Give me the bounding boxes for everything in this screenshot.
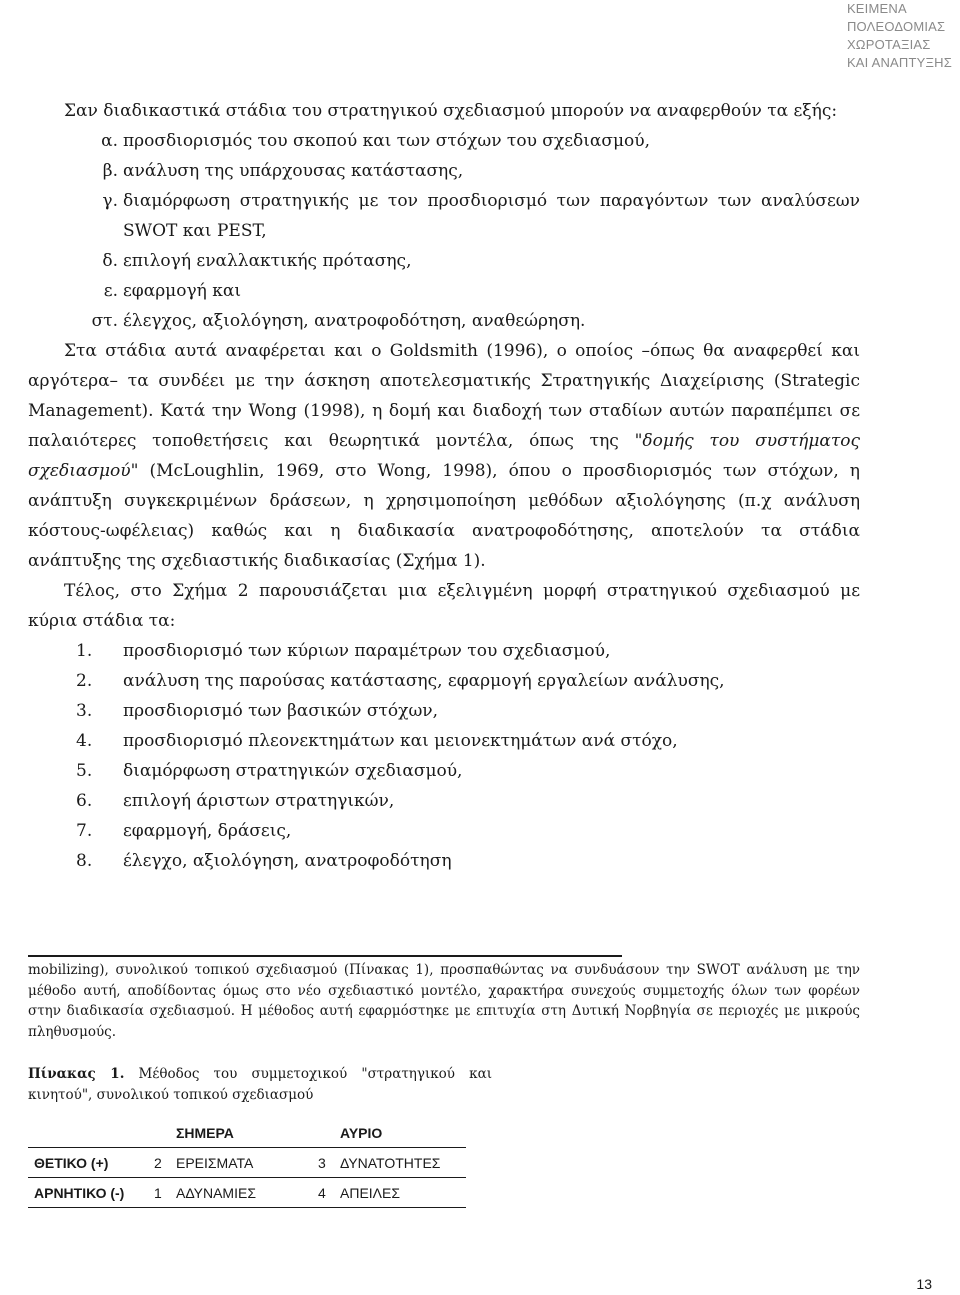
- table-row: [28, 1178, 466, 1208]
- list-item: [28, 786, 860, 816]
- list-marker: 4.: [76, 731, 93, 751]
- header-line: ΚΑΙ ΑΝΑΠΤΥΞΗΣ: [846, 55, 952, 70]
- table-header-cell: ΑΥΡΙΟ: [340, 1124, 383, 1141]
- list-item: [28, 696, 860, 726]
- list-marker: α.: [101, 131, 118, 151]
- italic-term: δομής του συστήματος σχεδιασμού: [28, 431, 861, 481]
- table-cell: ΔΥΝΑΤΟΤΗΤΕΣ: [334, 1148, 466, 1178]
- running-header: [847, 0, 952, 72]
- header-line: ΠΟΛΕΟΔΟΜΙΑΣ: [846, 19, 946, 34]
- row-label: ΘΕΤΙΚΟ (+): [28, 1148, 148, 1178]
- list-text: ανάλυση της παρούσας κατάστασης, εφαρμογή εργαλείων ανάλυσης,: [123, 671, 725, 691]
- list-item: [28, 156, 860, 186]
- list-marker: 7.: [76, 821, 93, 841]
- list-text: προσδιορισμός του σκοπού και των στόχων του σχεδιασμού,: [123, 131, 651, 151]
- stages-list: [28, 126, 860, 336]
- list-text: επιλογή άριστων στρατηγικών,: [123, 791, 395, 811]
- list-text: επιλογή εναλλακτικής πρότασης,: [123, 251, 412, 271]
- list-text: εφαρμογή, δράσεις,: [123, 821, 292, 841]
- table-cell: 4: [312, 1178, 334, 1208]
- list-marker: 8.: [76, 851, 93, 871]
- list-marker: 6.: [76, 791, 93, 811]
- table-caption-text: Μέθοδος του συμμετοχικού "στρατηγικού και κινητού", συνολικού τοπικού σχεδιασμού: [28, 1066, 492, 1103]
- list-item: [28, 666, 860, 696]
- table-caption-label: Πίνακας 1.: [28, 1066, 125, 1082]
- table-caption: [28, 1064, 492, 1106]
- table-cell: ΑΠΕΙΛΕΣ: [334, 1178, 466, 1208]
- header-line: ΧΩΡΟΤΑΞΙΑΣ: [846, 37, 931, 52]
- list-item: [28, 276, 860, 306]
- row-label: ΑΡΝΗΤΙΚΟ (-): [28, 1178, 148, 1208]
- list-marker: 1.: [76, 641, 93, 661]
- list-text: έλεγχο, αξιολόγηση, ανατροφοδότηση: [123, 851, 452, 871]
- list-text: διαμόρφωση στρατηγικής με τον προσδιορισμό των παραγόντων των αναλύσεων SWOT και PEST,: [123, 191, 860, 241]
- body-paragraph: Τέλος, στο Σχήμα 2 παρουσιάζεται μια εξελιγμένη μορφή στρατηγικού σχεδιασμού με κύρια στάδια τα:: [28, 581, 860, 631]
- list-marker: 5.: [76, 761, 93, 781]
- swot-table: [28, 1118, 466, 1208]
- list-text: ανάλυση της υπάρχουσας κατάστασης,: [123, 161, 464, 181]
- list-text: προσδιορισμό πλεονεκτημάτων και μειονεκτημάτων ανά στόχο,: [123, 731, 678, 751]
- list-item: [28, 246, 860, 276]
- list-marker: στ.: [91, 311, 118, 331]
- list-item: [28, 126, 860, 156]
- table-cell-empty: [148, 1118, 170, 1148]
- list-text: έλεγχος, αξιολόγηση, ανατροφοδότηση, αναθεώρηση.: [123, 311, 586, 331]
- body-paragraph: [28, 336, 860, 576]
- list-item: [28, 636, 860, 666]
- list-text: διαμόρφωση στρατηγικών σχεδιασμού,: [123, 761, 463, 781]
- table-cell: 2: [148, 1148, 170, 1178]
- list-text: προσδιορισμό των βασικών στόχων,: [123, 701, 439, 721]
- footnote: mobilizing), συνολικού τοπικού σχεδιασμού (Πίνακας 1), προσπαθώντας να συνδυάσουν την SWOT ανάλυση με την μέθοδο αυτή, αποδίδοντας όμως στο νέο σχεδιαστικό μοντέλο, χαρακτήρα συνεχούς συμμετοχής όλων των φορέων στην διαδικασία σχεδιασμού. Η μέθοδος αυτή εφαρμόστηκε με επιτυχία στη Δυτική Νορβηγία σε περιοχές με μικρούς πληθυσμούς.: [28, 962, 860, 1040]
- table-row: [28, 1148, 466, 1178]
- table-cell: 3: [312, 1148, 334, 1178]
- intro-paragraph: Σαν διαδικαστικά στάδια του στρατηγικού σχεδιασμού μπορούν να αναφερθούν τα εξής:: [64, 101, 838, 121]
- list-marker: ε.: [103, 281, 118, 301]
- table-cell: 1: [148, 1178, 170, 1208]
- table-header-cell: ΣΗΜΕΡΑ: [176, 1124, 234, 1141]
- list-item: [28, 726, 860, 756]
- list-text: προσδιορισμό των κύριων παραμέτρων του σχεδιασμού,: [123, 641, 611, 661]
- list-item: [28, 186, 860, 246]
- list-marker: γ.: [102, 191, 118, 211]
- list-marker: 3.: [76, 701, 93, 721]
- table-header-row: [28, 1118, 466, 1148]
- table-cell-empty: [28, 1118, 148, 1148]
- list-item: [28, 756, 860, 786]
- table-cell: ΑΔΥΝΑΜΙΕΣ: [170, 1178, 312, 1208]
- footnote-divider: [28, 955, 622, 957]
- list-item: [28, 306, 860, 336]
- list-item: [28, 846, 860, 876]
- text-run: Στα στάδια αυτά αναφέρεται και ο Goldsmith (1996), ο οποίος –όπως θα αναφερθεί και αργότερα– τα συνδέει με την άσκηση αποτελεσματικής Στρατηγικής Διαχείρισης (Strategic Management). Κατά την Wong (1998), η δομή και διαδοχή των σταδίων αυτών παραπέμπει σε παλαιότερες τοποθετήσεις και θεωρητικά μοντέλα, όπως της ": [28, 341, 860, 451]
- list-marker: δ.: [102, 251, 118, 271]
- text-run: " (McLoughlin, 1969, στο Wong, 1998), όπου ο προσδιορισμός των στόχων, η ανάπτυξη συγκεκριμένων δράσεων, η χρησιμοποίηση μεθόδων αξιολόγησης (π.χ ανάλυση κόστους-ωφέλειας) καθώς και η διαδικασία ανατροφοδότησης, αποτελούν τα στάδια ανάπτυξης της σχεδιαστικής διαδικασίας (Σχήμα 1).: [28, 461, 860, 571]
- list-marker: 2.: [76, 671, 93, 691]
- list-marker: β.: [102, 161, 118, 181]
- list-text: εφαρμογή και: [123, 281, 241, 301]
- main-text: [28, 96, 860, 876]
- table-cell-empty: [312, 1118, 334, 1148]
- table-cell: ΕΡΕΙΣΜΑΤΑ: [170, 1148, 312, 1178]
- page-number: 13: [916, 1276, 932, 1292]
- list-item: [28, 816, 860, 846]
- steps-list: [28, 636, 860, 876]
- header-line: ΚΕΙΜΕΝΑ: [846, 1, 907, 16]
